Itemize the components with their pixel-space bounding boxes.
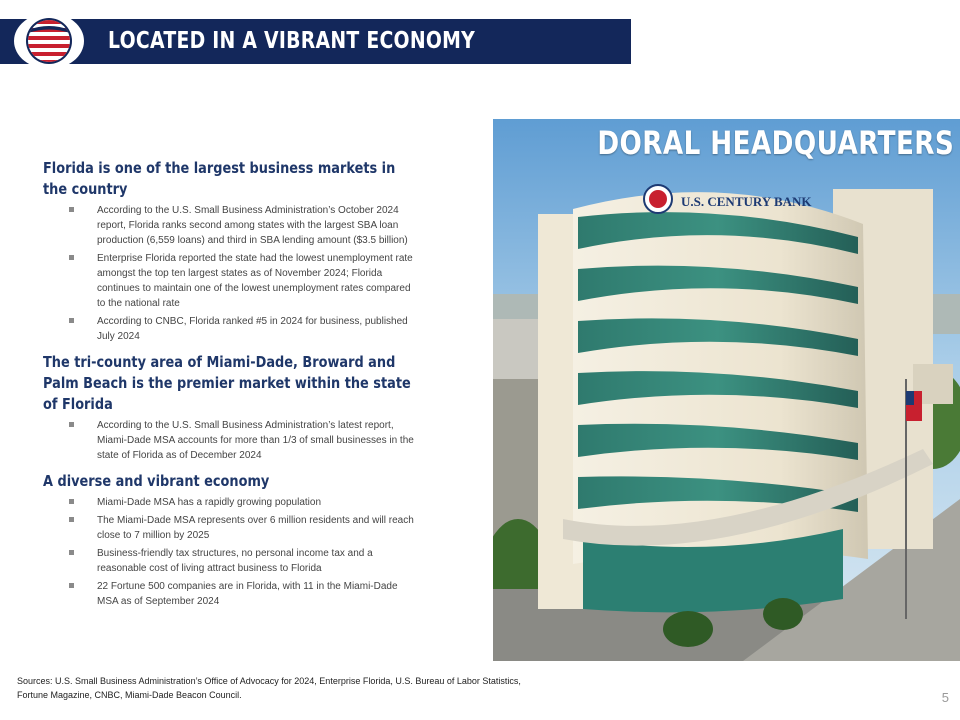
bullet-list (43, 418, 423, 463)
section-heading: The tri-county area of Miami-Dade, Broward and Palm Beach is the premier market within the state of Florida (43, 353, 411, 413)
photo-caption: DORAL HEADQUARTERS (597, 124, 954, 162)
bullet-list (43, 495, 423, 609)
main-content (43, 158, 423, 617)
building-illustration (493, 119, 960, 661)
page-title: LOCATED IN A VIBRANT ECONOMY (108, 28, 476, 54)
section-heading: A diverse and vibrant economy (43, 472, 270, 490)
building-sign-text: U.S. CENTURY BANK (681, 194, 812, 209)
bullet-item: According to the U.S. Small Business Administration’s October 2024 report, Florida ranks second among states with the largest SBA loan production (6,559 loans) and third in SBA lending amount ($3.5 billion) (97, 203, 423, 248)
bullet-item: 22 Fortune 500 companies are in Florida, with 11 in the Miami-Dade MSA as of September 2024 (97, 579, 423, 609)
bullet-item: Miami-Dade MSA has a rapidly growing population (97, 495, 423, 510)
sources-footnote: Sources: U.S. Small Business Administration’s Office of Advocacy for 2024, Enterprise Florida, U.S. Bureau of Labor Statistics, Fortune Magazine, CNBC, Miami-Dade Beacon Council. (17, 676, 521, 700)
section-heading: Florida is one of the largest business markets in the country (43, 159, 396, 198)
bullet-item: Business-friendly tax structures, no personal income tax and a reasonable cost of living attract business to Florida (97, 546, 423, 576)
flag-globe-logo-icon (14, 13, 84, 69)
headquarters-photo (493, 119, 960, 661)
page-number: 5 (941, 690, 949, 705)
bullet-list (43, 203, 423, 344)
bullet-item: According to CNBC, Florida ranked #5 in 2024 for business, published July 2024 (97, 314, 423, 344)
section-diverse-economy (43, 471, 423, 609)
bullet-item: Enterprise Florida reported the state had the lowest unemployment rate amongst the top ten largest states as of November 2024; Florida continues to maintain one of the lowest unemployment rates compared to the national rate (97, 251, 423, 311)
section-florida-markets (43, 158, 423, 344)
bullet-item: The Miami-Dade MSA represents over 6 million residents and will reach close to 7 million by 2025 (97, 513, 423, 543)
section-tri-county (43, 352, 423, 463)
bullet-item: According to the U.S. Small Business Administration’s latest report, Miami-Dade MSA accounts for more than 1/3 of small businesses in the state of Florida as of December 2024 (97, 418, 423, 463)
